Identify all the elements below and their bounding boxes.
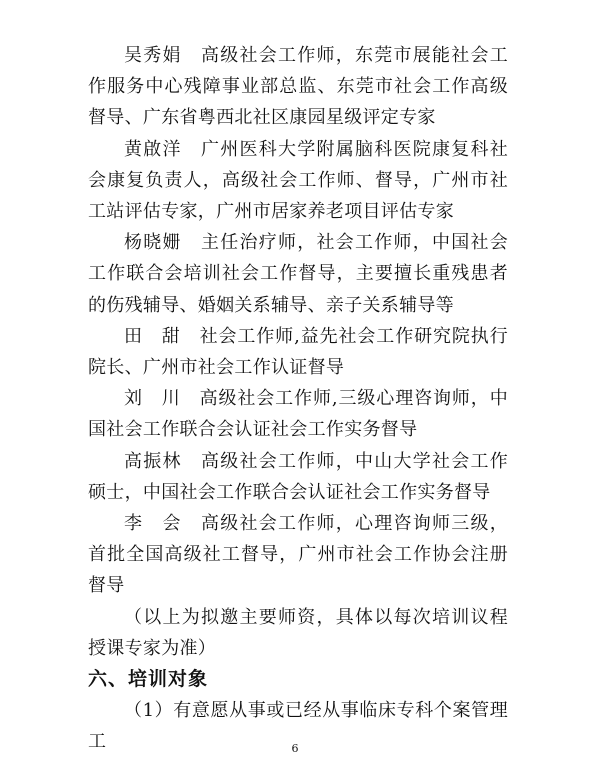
faculty-entry-yang-xiaoshan: 杨晓姗 主任治疗师，社会工作师，中国社会工作联合会培训社会工作督导，主要擅长重残患者的伤残辅导、婚姻关系辅导、亲子关系辅导等: [88, 232, 508, 316]
document-page: [88, 40, 508, 757]
page-number: 6: [291, 742, 299, 755]
faculty-note: （以上为拟邀主要师资，具体以每次培训议程授课专家为准）: [88, 606, 508, 659]
faculty-entry-tian-tian: 田 甜 社会工作师,益先社会工作研究院执行院长、广州市社会工作认证督导: [88, 325, 508, 379]
faculty-entry-liu-chuan: 刘 川 高级社会工作师,三级心理咨询师，中国社会工作联合会认证社会工作实务督导: [88, 388, 508, 441]
faculty-entry-wu-xiujuan: 吴秀娟 高级社会工作师，东莞市展能社会工作服务中心残障事业部总监、东莞市社会工作高级督导、广东省粤西北社区康园星级评定专家: [88, 45, 508, 129]
faculty-entry-huang-qiyang: 黄啟洋 广州医科大学附属脑科医院康复科社会康复负责人，高级社会工作师、督导，广州市社工站评估专家，广州市居家养老项目评估专家: [88, 138, 508, 223]
faculty-entry-li-hui: 李 会 高级社会工作师，心理咨询师三级，首批全国高级社工督导，广州市社会工作协会注册督导: [88, 513, 508, 597]
training-target-item-1: （1）有意愿从事或已经从事临床专科个案管理工: [88, 700, 508, 753]
faculty-entry-gao-zhenlin: 高振林 高级社会工作师，中山大学社会工作硕士，中国社会工作联合会认证社会工作实务督导: [88, 450, 508, 503]
section-heading-training-targets: 六、培训对象: [88, 668, 209, 691]
